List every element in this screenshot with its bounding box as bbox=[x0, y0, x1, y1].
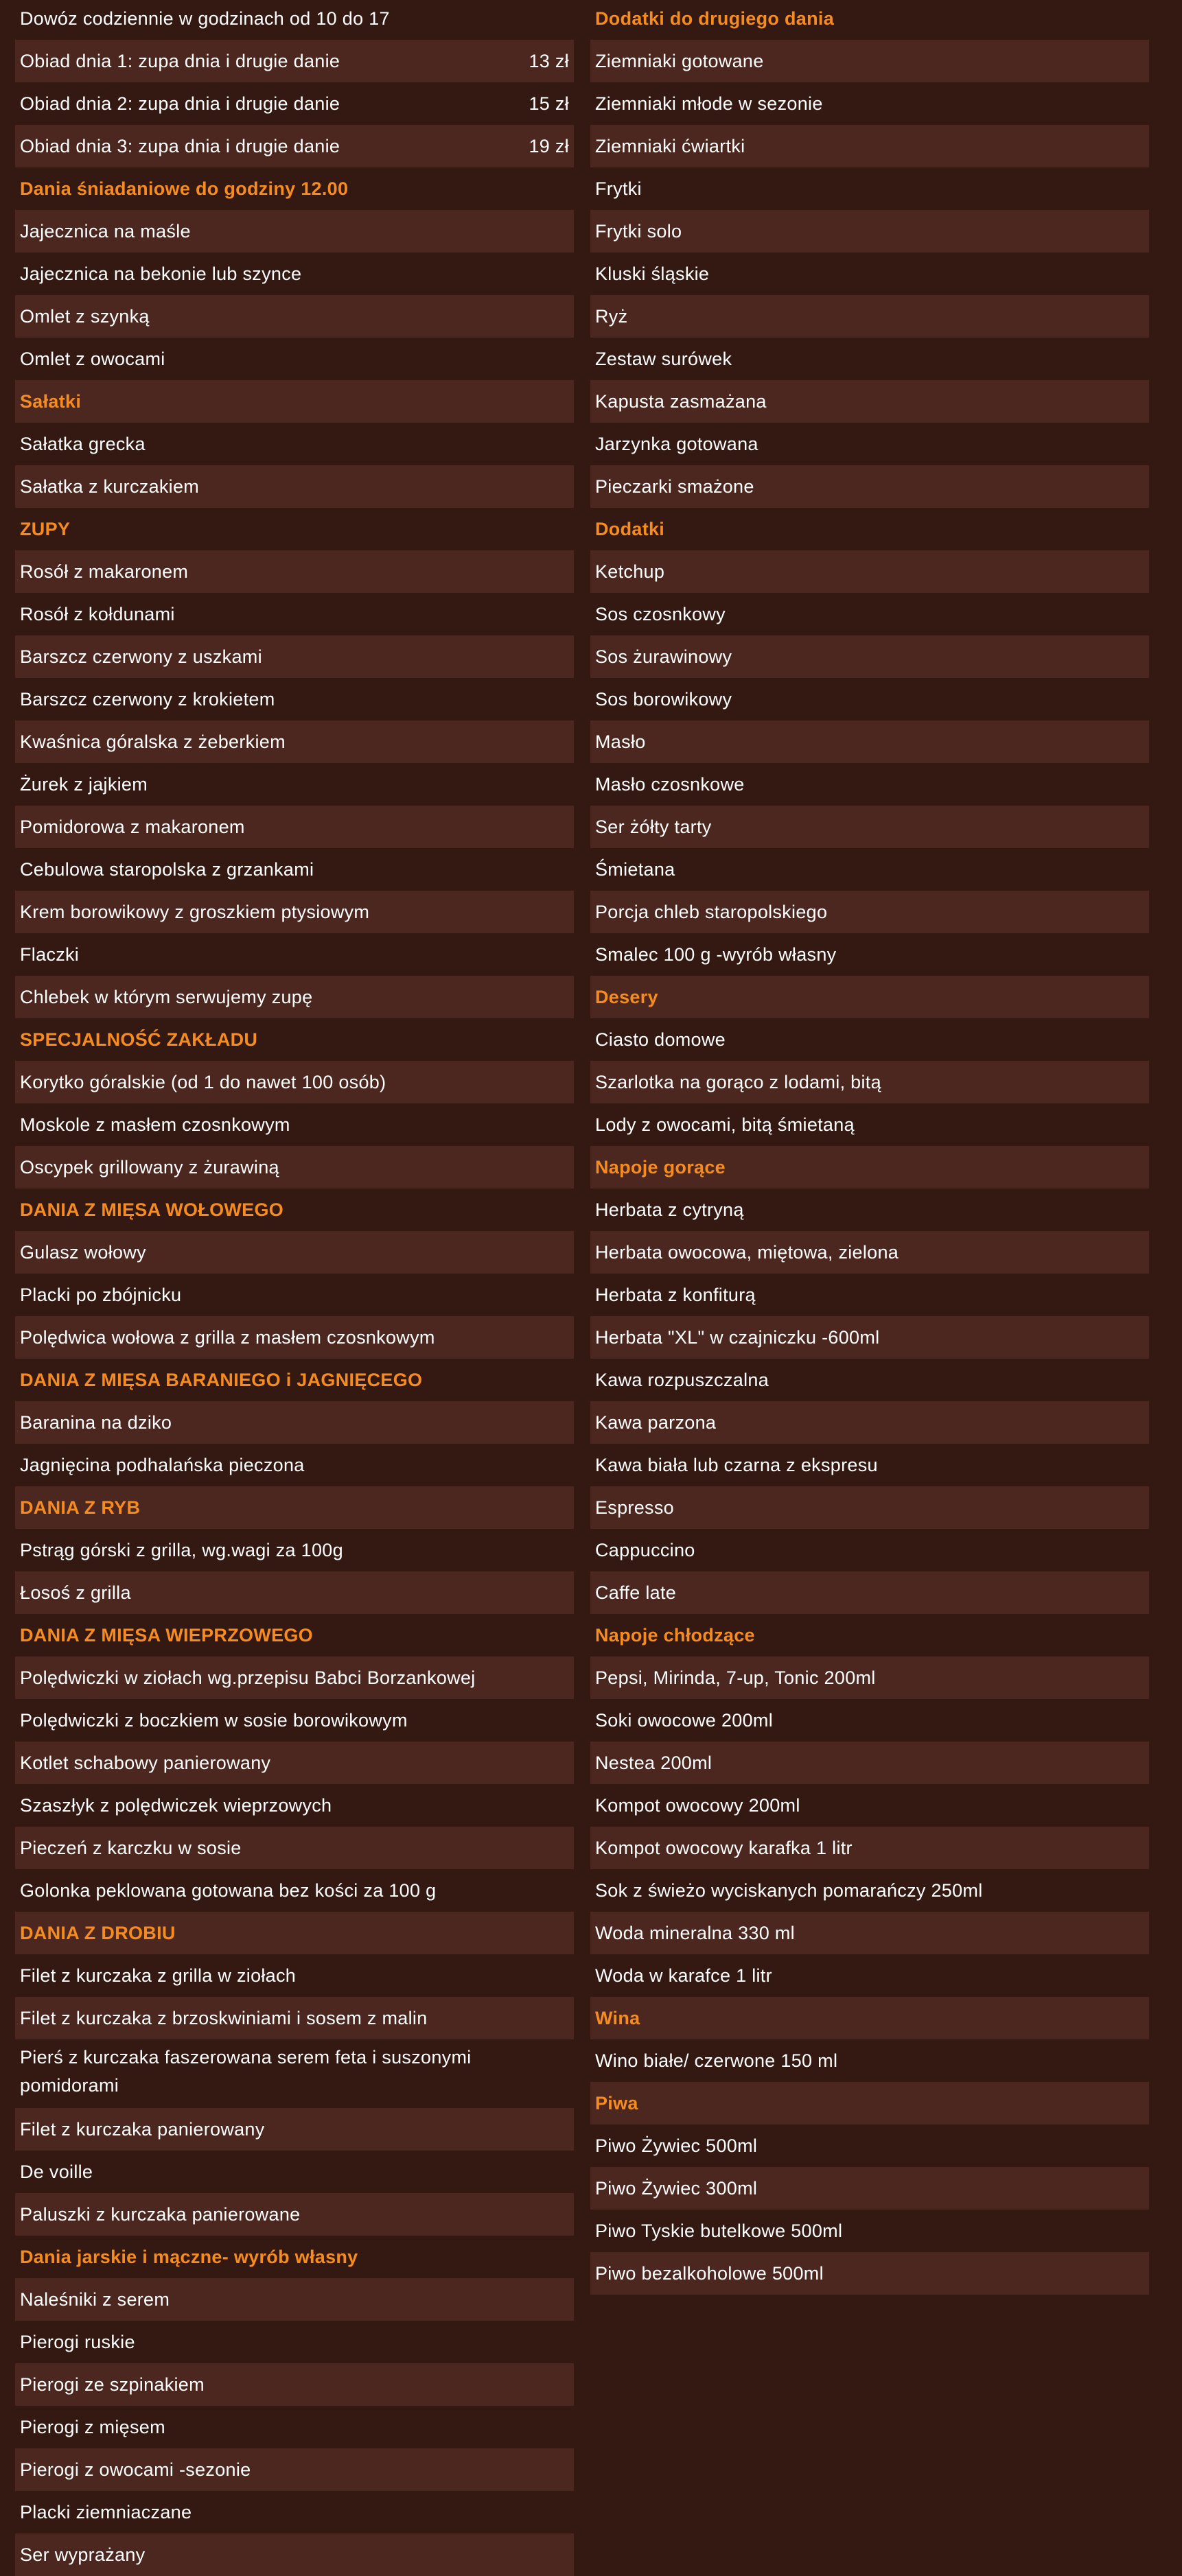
menu-section-heading bbox=[590, 508, 1149, 550]
menu-item bbox=[590, 210, 1149, 253]
menu-item bbox=[15, 295, 574, 338]
menu-item-name: Pstrąg górski z grilla, wg.wagi za 100g bbox=[20, 1540, 343, 1560]
menu-item bbox=[15, 2491, 574, 2533]
menu-item bbox=[590, 40, 1149, 82]
menu-item-name: Espresso bbox=[595, 1497, 674, 1518]
menu-item bbox=[590, 1954, 1149, 1997]
menu-item-name: Kwaśnica góralska z żeberkiem bbox=[20, 731, 286, 752]
menu-item bbox=[590, 295, 1149, 338]
menu-item bbox=[15, 1529, 574, 1571]
menu-item-name: Pierogi z owocami -sezonie bbox=[20, 2459, 251, 2480]
menu-item bbox=[590, 380, 1149, 423]
menu-item bbox=[15, 2363, 574, 2406]
menu-item bbox=[15, 721, 574, 763]
menu-item-name: Sos borowikowy bbox=[595, 689, 732, 710]
menu-item bbox=[590, 1316, 1149, 1359]
menu-section-heading bbox=[590, 0, 1149, 40]
menu-item bbox=[590, 1231, 1149, 1274]
section-title: Desery bbox=[595, 987, 658, 1007]
menu-item bbox=[15, 763, 574, 806]
menu-item-name: Woda w karafce 1 litr bbox=[595, 1965, 772, 1986]
menu-item bbox=[15, 423, 574, 465]
menu-item-name: Moskole z masłem czosnkowym bbox=[20, 1114, 290, 1135]
section-title: Wina bbox=[595, 2008, 640, 2028]
menu-item-name: Ziemniaki ćwiartki bbox=[595, 136, 745, 156]
menu-item-name: Ketchup bbox=[595, 561, 665, 582]
menu-item bbox=[590, 763, 1149, 806]
menu-item bbox=[15, 82, 574, 125]
menu-item bbox=[590, 2210, 1149, 2252]
section-title: SPECJALNOŚĆ ZAKŁADU bbox=[20, 1029, 258, 1050]
menu-item bbox=[590, 1018, 1149, 1061]
menu-item-name: Frytki solo bbox=[595, 221, 682, 242]
menu-item bbox=[15, 2406, 574, 2448]
menu-item-name: Pomidorowa z makaronem bbox=[20, 817, 245, 837]
menu-item bbox=[590, 550, 1149, 593]
menu-item bbox=[15, 2448, 574, 2491]
section-title: ZUPY bbox=[20, 519, 71, 539]
menu-item bbox=[590, 1869, 1149, 1912]
menu-item bbox=[15, 2278, 574, 2321]
menu-item bbox=[590, 1699, 1149, 1742]
menu-item bbox=[590, 82, 1149, 125]
menu-item bbox=[590, 1061, 1149, 1103]
section-title: Piwa bbox=[595, 2093, 638, 2114]
menu-item bbox=[15, 1997, 574, 2039]
section-title: Dodatki do drugiego dania bbox=[595, 8, 835, 29]
menu-column-right bbox=[590, 0, 1149, 2295]
menu-section-heading bbox=[15, 2236, 574, 2278]
menu-item-name: Filet z kurczaka z grilla w ziołach bbox=[20, 1965, 297, 1986]
section-title: Napoje chłodzące bbox=[595, 1625, 755, 1646]
menu-item bbox=[590, 1401, 1149, 1444]
menu-item bbox=[15, 2151, 574, 2193]
menu-item bbox=[15, 593, 574, 635]
menu-item bbox=[590, 1103, 1149, 1146]
menu-section-heading bbox=[590, 1997, 1149, 2039]
menu-item-name: Sałatka z kurczakiem bbox=[20, 476, 200, 497]
menu-item bbox=[15, 40, 574, 82]
menu-item bbox=[590, 1486, 1149, 1529]
menu-item-name: De voille bbox=[20, 2162, 93, 2182]
menu-item-price: 15 zł bbox=[529, 93, 569, 114]
menu-item-name: Omlet z szynką bbox=[20, 306, 150, 327]
menu-item bbox=[590, 465, 1149, 508]
menu-section-heading bbox=[15, 1359, 574, 1401]
menu-item-name: Herbata "XL" w czajniczku -600ml bbox=[595, 1327, 880, 1348]
section-title: DANIA Z MIĘSA WOŁOWEGO bbox=[20, 1199, 284, 1220]
menu-item-name: Jagnięcina podhalańska pieczona bbox=[20, 1455, 305, 1475]
menu-item-name: Woda mineralna 330 ml bbox=[595, 1923, 795, 1943]
menu-item-name: Krem borowikowy z groszkiem ptysiowym bbox=[20, 902, 370, 922]
menu-item bbox=[590, 1359, 1149, 1401]
section-title: DANIA Z MIĘSA BARANIEGO i JAGNIĘCEGO bbox=[20, 1370, 423, 1390]
menu-item-name: Szaszłyk z polędwiczek wieprzowych bbox=[20, 1795, 332, 1816]
menu-item-name: Pieczeń z karczku w sosie bbox=[20, 1838, 242, 1858]
menu-item bbox=[15, 2039, 574, 2108]
menu-item-name: Pierogi ze szpinakiem bbox=[20, 2374, 205, 2395]
section-title: Napoje gorące bbox=[595, 1157, 726, 1178]
menu-item-name: Pieczarki smażone bbox=[595, 476, 754, 497]
menu-item bbox=[15, 1784, 574, 1827]
menu-section-heading bbox=[15, 1614, 574, 1656]
menu-item-name: Herbata z konfiturą bbox=[595, 1285, 756, 1305]
menu-item-name: Piwo Żywiec 300ml bbox=[595, 2178, 758, 2199]
menu-section-heading bbox=[15, 167, 574, 210]
menu-item bbox=[590, 1571, 1149, 1614]
menu-item bbox=[15, 1274, 574, 1316]
menu-item-name: Kotlet schabowy panierowany bbox=[20, 1753, 271, 1773]
menu-item-name: Pierogi ruskie bbox=[20, 2332, 135, 2352]
menu-item-name: Pepsi, Mirinda, 7-up, Tonic 200ml bbox=[595, 1667, 876, 1688]
menu-item bbox=[15, 2193, 574, 2236]
menu-item bbox=[590, 2167, 1149, 2210]
menu-item-name: Szarlotka na gorąco z lodami, bitą bbox=[595, 1072, 881, 1092]
menu-item bbox=[15, 1061, 574, 1103]
menu-item bbox=[15, 1827, 574, 1869]
menu-item bbox=[590, 806, 1149, 848]
menu-item-name: Herbata owocowa, miętowa, zielona bbox=[595, 1242, 899, 1263]
menu-item bbox=[590, 423, 1149, 465]
section-title: Sałatki bbox=[20, 391, 82, 412]
menu-item-name: Baranina na dziko bbox=[20, 1412, 172, 1433]
menu-item-name: Łosoś z grilla bbox=[20, 1582, 131, 1603]
menu-item-name: Soki owocowe 200ml bbox=[595, 1710, 774, 1731]
menu-item bbox=[15, 2533, 574, 2576]
menu-item-name: Jarzynka gotowana bbox=[595, 434, 758, 454]
menu-item-name: Paluszki z kurczaka panierowane bbox=[20, 2204, 301, 2225]
menu-item bbox=[590, 1912, 1149, 1954]
menu-item-name: Polędwica wołowa z grilla z masłem czosnkowym bbox=[20, 1327, 435, 1348]
menu-item-name: Obiad dnia 1: zupa dnia i drugie danie bbox=[20, 51, 340, 71]
menu-item-name: Piwo Żywiec 500ml bbox=[595, 2135, 758, 2156]
menu-section-heading bbox=[15, 1189, 574, 1231]
menu-item-name: Barszcz czerwony z uszkami bbox=[20, 646, 262, 667]
menu-item-name: Placki po zbójnicku bbox=[20, 1285, 182, 1305]
menu-item-name: Polędwiczki w ziołach wg.przepisu Babci Borzankowej bbox=[20, 1667, 476, 1688]
menu-item-name: Kawa biała lub czarna z ekspresu bbox=[595, 1455, 878, 1475]
menu-item bbox=[590, 635, 1149, 678]
menu-item bbox=[15, 1103, 574, 1146]
section-title: Dania śniadaniowe do godziny 12.00 bbox=[20, 178, 349, 199]
menu-item-name: Ziemniaki młode w sezonie bbox=[595, 93, 823, 114]
menu-item-name: Smalec 100 g -wyrób własny bbox=[595, 944, 837, 965]
menu-item bbox=[15, 891, 574, 933]
menu-item bbox=[590, 593, 1149, 635]
menu-item-name: Pierogi z mięsem bbox=[20, 2417, 165, 2437]
menu-item-name: Ser wyprażany bbox=[20, 2544, 146, 2565]
menu-item-name: Oscypek grillowany z żurawiną bbox=[20, 1157, 279, 1178]
menu-item bbox=[590, 2124, 1149, 2167]
menu-item bbox=[590, 1656, 1149, 1699]
menu-item-name: Caffe late bbox=[595, 1582, 677, 1603]
menu-item-name: Cebulowa staropolska z grzankami bbox=[20, 859, 314, 880]
menu-item-name: Omlet z owocami bbox=[20, 349, 165, 369]
menu-item bbox=[15, 635, 574, 678]
menu-item bbox=[590, 1827, 1149, 1869]
menu-item bbox=[590, 1742, 1149, 1784]
menu-item bbox=[590, 1529, 1149, 1571]
menu-item-name: Herbata z cytryną bbox=[595, 1199, 744, 1220]
menu-item-name: Polędwiczki z boczkiem w sosie borowikowym bbox=[20, 1710, 408, 1731]
menu-item-name: Jajecznica na bekonie lub szynce bbox=[20, 264, 302, 284]
menu-item-name: Obiad dnia 3: zupa dnia i drugie danie bbox=[20, 136, 340, 156]
menu-item-name: Obiad dnia 2: zupa dnia i drugie danie bbox=[20, 93, 340, 114]
menu-item-name: Ryż bbox=[595, 306, 628, 327]
menu-item-name: Sałatka grecka bbox=[20, 434, 146, 454]
menu-item bbox=[15, 1571, 574, 1614]
menu-item bbox=[15, 1699, 574, 1742]
menu-item-name: Rosół z makaronem bbox=[20, 561, 189, 582]
menu-item bbox=[15, 2108, 574, 2151]
section-title: DANIA Z DROBIU bbox=[20, 1923, 176, 1943]
menu-item bbox=[590, 721, 1149, 763]
menu-section-heading bbox=[15, 1018, 574, 1061]
menu-item bbox=[15, 933, 574, 976]
menu-item-name: Dowóz codziennie w godzinach od 10 do 17 bbox=[20, 8, 390, 29]
menu-item-name: Gulasz wołowy bbox=[20, 1242, 146, 1263]
menu-item-name: Jajecznica na maśle bbox=[20, 221, 191, 242]
menu-item-name: Masło czosnkowe bbox=[595, 774, 745, 795]
menu-item-name: Chlebek w którym serwujemy zupę bbox=[20, 987, 313, 1007]
menu-item bbox=[590, 1444, 1149, 1486]
menu-column-left bbox=[15, 0, 574, 2576]
menu-item-name: Kompot owocowy karafka 1 litr bbox=[595, 1838, 853, 1858]
menu-item-name: Zestaw surówek bbox=[595, 349, 732, 369]
menu-item-name: Sos czosnkowy bbox=[595, 604, 726, 624]
menu-item bbox=[590, 1784, 1149, 1827]
menu-item-name: Lody z owocami, bitą śmietaną bbox=[595, 1114, 855, 1135]
menu-item-name: Żurek z jajkiem bbox=[20, 774, 148, 795]
menu-item-name: Flaczki bbox=[20, 944, 80, 965]
menu-section-heading bbox=[15, 380, 574, 423]
menu-item-name: Ciasto domowe bbox=[595, 1029, 726, 1050]
menu-item-name: Porcja chleb staropolskiego bbox=[595, 902, 828, 922]
menu-item bbox=[590, 1274, 1149, 1316]
menu-item bbox=[15, 1401, 574, 1444]
menu-item-name: Ser żółty tarty bbox=[595, 817, 712, 837]
menu-item bbox=[15, 465, 574, 508]
menu-item bbox=[15, 848, 574, 891]
menu-item-name: Kluski śląskie bbox=[595, 264, 710, 284]
menu-item bbox=[15, 976, 574, 1018]
menu-item-price: 13 zł bbox=[529, 51, 569, 71]
menu-item-name: Pierś z kurczaka faszerowana serem feta i suszonymi pomidorami bbox=[20, 2047, 472, 2096]
menu-item-name: Cappuccino bbox=[595, 1540, 695, 1560]
menu-item bbox=[590, 338, 1149, 380]
menu-item bbox=[590, 891, 1149, 933]
menu-item-name: Placki ziemniaczane bbox=[20, 2502, 192, 2522]
menu-item bbox=[590, 1189, 1149, 1231]
menu-item bbox=[15, 1742, 574, 1784]
menu-item bbox=[15, 1444, 574, 1486]
menu-item-name: Naleśniki z serem bbox=[20, 2289, 170, 2310]
menu-item-name: Sok z świeżo wyciskanych pomarańczy 250ml bbox=[595, 1880, 983, 1901]
menu-item-name: Korytko góralskie (od 1 do nawet 100 osób) bbox=[20, 1072, 386, 1092]
section-title: DANIA Z RYB bbox=[20, 1497, 141, 1518]
menu-item bbox=[15, 253, 574, 295]
menu-section-heading bbox=[15, 508, 574, 550]
menu-item bbox=[590, 2039, 1149, 2082]
menu-item bbox=[590, 2252, 1149, 2295]
menu-item bbox=[15, 1231, 574, 1274]
menu-item bbox=[15, 1316, 574, 1359]
menu-item-name: Ziemniaki gotowane bbox=[595, 51, 764, 71]
menu-item-name: Sos żurawinowy bbox=[595, 646, 732, 667]
menu-item bbox=[15, 1954, 574, 1997]
menu-item bbox=[590, 678, 1149, 721]
menu-item-name: Kompot owocowy 200ml bbox=[595, 1795, 800, 1816]
menu-item bbox=[590, 167, 1149, 210]
menu-item bbox=[590, 125, 1149, 167]
menu-section-heading bbox=[15, 1486, 574, 1529]
menu-item bbox=[15, 0, 574, 40]
menu-section-heading bbox=[590, 976, 1149, 1018]
menu-item-name: Kawa parzona bbox=[595, 1412, 717, 1433]
section-title: Dania jarskie i mączne- wyrób własny bbox=[20, 2247, 358, 2267]
section-title: DANIA Z MIĘSA WIEPRZOWEGO bbox=[20, 1625, 313, 1646]
menu-item bbox=[15, 1146, 574, 1189]
menu-item-price: 19 zł bbox=[529, 136, 569, 156]
menu-item-name: Piwo bezalkoholowe 500ml bbox=[595, 2263, 824, 2284]
menu-item-name: Filet z kurczaka panierowany bbox=[20, 2119, 265, 2140]
menu-section-heading bbox=[15, 1912, 574, 1954]
menu-item bbox=[590, 933, 1149, 976]
menu-item-name: Piwo Tyskie butelkowe 500ml bbox=[595, 2221, 843, 2241]
menu-item-name: Filet z kurczaka z brzoskwiniami i sosem z malin bbox=[20, 2008, 428, 2028]
menu-item bbox=[590, 253, 1149, 295]
menu-item bbox=[15, 550, 574, 593]
menu-item-name: Barszcz czerwony z krokietem bbox=[20, 689, 275, 710]
menu-item-name: Golonka peklowana gotowana bez kości za 100 g bbox=[20, 1880, 437, 1901]
menu-item bbox=[15, 210, 574, 253]
menu-item-name: Kawa rozpuszczalna bbox=[595, 1370, 769, 1390]
menu-section-heading bbox=[590, 2082, 1149, 2124]
menu-item-name: Masło bbox=[595, 731, 646, 752]
menu-item bbox=[15, 2321, 574, 2363]
menu-item-name: Wino białe/ czerwone 150 ml bbox=[595, 2050, 838, 2071]
menu-item-name: Rosół z kołdunami bbox=[20, 604, 175, 624]
menu-item bbox=[15, 806, 574, 848]
menu-item bbox=[15, 1869, 574, 1912]
menu-item bbox=[15, 678, 574, 721]
menu-item-name: Śmietana bbox=[595, 859, 675, 880]
menu-item bbox=[15, 1656, 574, 1699]
menu-section-heading bbox=[590, 1146, 1149, 1189]
menu-item bbox=[590, 848, 1149, 891]
menu-item-name: Nestea 200ml bbox=[595, 1753, 712, 1773]
menu-section-heading bbox=[590, 1614, 1149, 1656]
section-title: Dodatki bbox=[595, 519, 665, 539]
menu-item-name: Kapusta zasmażana bbox=[595, 391, 767, 412]
menu-item-name: Frytki bbox=[595, 178, 642, 199]
menu-item bbox=[15, 338, 574, 380]
menu-item bbox=[15, 125, 574, 167]
